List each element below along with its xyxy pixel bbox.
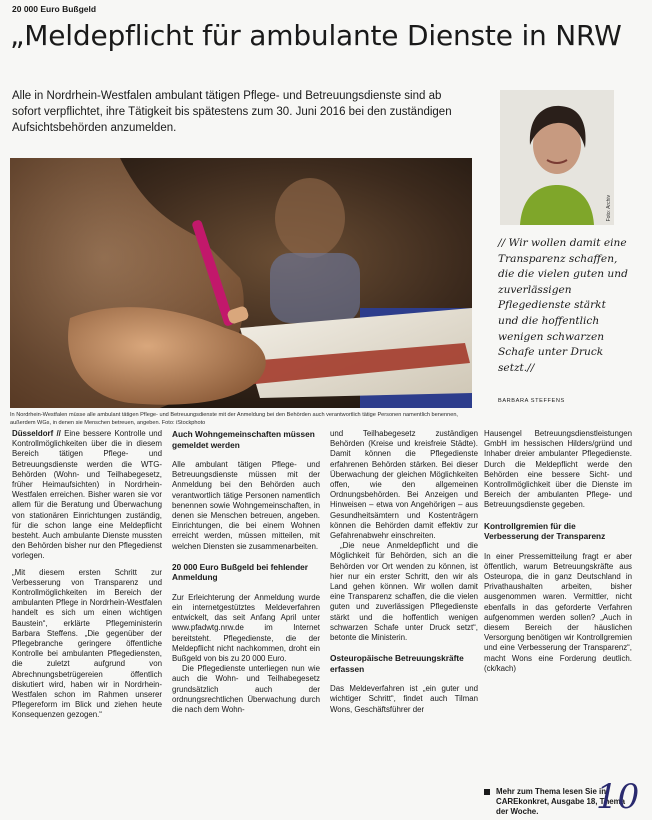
- body-paragraph: Zur Erleichterung der Anmeldung wurde ein internetgestütztes Meldeverfahren entwickelt, das seit Anfang April unter www.pfadwtg.nrw.de im Internet bereitsteht. Pflegedienste, die der Meldepflicht nicht nachkommen, droht ein Bußgeld von bis zu 20 000 Euro.: [172, 592, 320, 664]
- column-1: [12, 429, 162, 721]
- kicker: 20 000 Euro Bußgeld: [12, 4, 97, 14]
- headline: „Meldepflicht für ambulante Dienste in NRW: [10, 19, 622, 52]
- column-4: [484, 429, 632, 674]
- subheading: 20 000 Euro Bußgeld bei fehlender Anmeldung: [172, 561, 309, 583]
- column-3: [330, 429, 478, 715]
- body-paragraph: Alle ambulant tätigen Pflege- und Betreuungsdienste müssen mit der Anmeldung bei den Behörden auch verantwortlich tätige Personen namentlich benennen sowie Wohngemeinschaften, in denen sie Menschen betreuen, angeben. Einrichtungen, die bei einem Wohnen erreicht werden, müssen mitteilen, mit welchen Diensten sie zusammenarbeiten.: [172, 460, 320, 551]
- column-2: [172, 429, 320, 715]
- body-paragraph: „Mit diesem ersten Schritt zur Verbesserung von Transparenz und Kontrollmöglichkeiten im Bereich der ambulanten Pflege in Nordrhein-Westfalen handelt es sich um einen wichtigen Baustein“, erklärte Pflegeministerin Barbara Steffens. „Die gegenüber der Pflegebranche geringere öffentliche Kontrolle bei ambulanten Pflegediensten, die zuletzt aufgrund von Abrechnungsbetrügereien öffentlich diskutiert wird, haben wir in Nordrhein-Westfalen schon im Rahmen unserer Pflegereform im Blick und ziehen heute Konsequenzen gezogen.“: [12, 567, 162, 720]
- portrait-credit: Foto: Archiv: [606, 194, 612, 221]
- photo-caption: [10, 411, 472, 427]
- body-paragraph: In einer Pressemitteilung fragt er aber öffentlich, warum Betreuungskräfte aus Osteuropa, die in ganz Deutschland in Privathaushalten arbeiten, bisher ausgenommen waren. Vermittler, nicht ebenfalls in das geforderte Verfahren aufgenommen werden sollen? „Auch in diesem Bereich der häuslichen Versorgung benötigen wir Kontrollgremien und eine Verbesserung der Transparenz“, macht Wons eine Forderung deutlich.: [484, 551, 632, 663]
- body-paragraph: Hausengel Betreuungsdienstleistungen GmbH im hessischen Hilders/gründ und Inhaber dreier ambulanter Pflegedienste. Durch die Meldepflicht werde den Behörden eine bessere Sicht- und Kontrollmöglichkeit über die Dienste im Bereich der ambulanten Pflege- und Betreuungsdienste gegeben.: [484, 429, 632, 510]
- main-photo: [10, 158, 472, 408]
- body-paragraph: Eine bessere Kontrolle und Kontrollmöglichkeiten über die in diesem Bereich tätigen Pflege- und Betreuungsdienste werden die WTG-Behörden (Wohn- und Teilhabegesetz, früher Heimaufsichten) in Nordrhein-Westfalen erreichen. Bisher waren sie vor allem für die Beratung und Überwachung von stationären Einrichtungen zuständig, für die schon lange eine Meldepflicht besteht. Auch ambulante Dienste mussten den Behörden bisher nur den Pflegedienst vorlegen.: [12, 429, 162, 561]
- quote-author: BARBARA STEFFENS: [498, 398, 565, 404]
- body-paragraph: und Teilhabegesetz zuständigen Behörden (Kreise und kreisfreie Städte). Damit können die Pflegedienste erfahrenen Behörden stärken. Bei dieser Überwachung der gleichen Möglichkeiten offen, wie den allgemeinen Ordnungsbehörden. Bei Anzeigen und Hinweisen – etwa von Angehörigen – aus Gesundheitsämtern und Kostenträgern können die Behörden damit effektiv zur Gefahrenabwehr einschreiten.: [330, 429, 478, 541]
- subheading: Kontrollgremien für die Verbesserung der Transparenz: [484, 520, 606, 542]
- caption-text: In Nordrhein-Westfalen müsse alle ambulant tätigen Pflege- und Betreuungsdienste mit der Anmeldung bei den Behörden auch verantwortlich tätige Personen namentlich benennen, außerdem WGs, in denen sie Menschen betreuen, angeben.: [10, 412, 458, 426]
- portrait-illustration: [500, 90, 614, 225]
- subheading: Osteuropäische Betreuungskräfte erfassen: [330, 653, 464, 674]
- handwritten-page-number: 10: [596, 777, 640, 817]
- body-paragraph: Das Meldeverfahren ist „ein guter und wichtiger Schritt“, findet auch Tilman Wons, Geschäftsführer der: [330, 684, 478, 714]
- dateline: Düsseldorf //: [12, 429, 61, 438]
- body-paragraph: Die Pflegedienste unterliegen nun wie auch die Wohn- und Teilhabegesetz grundsätzlich auch der ordnungsrechtlichen Überwachung durch die nach dem Wohn-: [172, 664, 320, 715]
- info-text: Mehr zum Thema lesen Sie in CAREkonkret, Ausgabe 18, Thema der Woche.: [496, 787, 626, 817]
- portrait-photo: [500, 90, 614, 225]
- lead-paragraph: Alle in Nordrhein-Westfalen ambulant tätigen Pflege- und Betreuungsdienste sind ab sofort verpflichtet, ihre Tätigkeit bis spätestens zum 30. Juni 2016 bei den zuständigen Aufsichtsbehörden anzumelden.: [12, 90, 452, 134]
- author-sign: (ck/kach): [484, 663, 517, 673]
- photo-credit: Foto: iStockphoto: [161, 420, 206, 426]
- pull-quote: // Wir wollen damit eine Transparenz schaffen, die die vielen guten und zuverlässigen Pflegedienste stärkt und die hoffentlich wenigen schwarzen Schafe unter Druck setzt.//: [498, 237, 628, 374]
- body-paragraph: „Die neue Anmeldepflicht und die Möglichkeit für Behörden, sich an die Behörden vor Ort wenden zu können, ist hier nur ein erster Schritt, den wir als Land gehen können. Wir wollen damit eine Transparenz schaffen, die die vielen guten und zuverlässigen Pflegedienste stärkt und die hoffentlich wenigen schwarzen Schafe unter Druck setzt“, betonte die Ministerin.: [330, 541, 478, 643]
- subheading: Auch Wohngemeinschaften müssen gemeldet werden: [172, 429, 315, 450]
- square-bullet-icon: [484, 789, 490, 795]
- photo-hand-writing-illustration: [10, 158, 472, 408]
